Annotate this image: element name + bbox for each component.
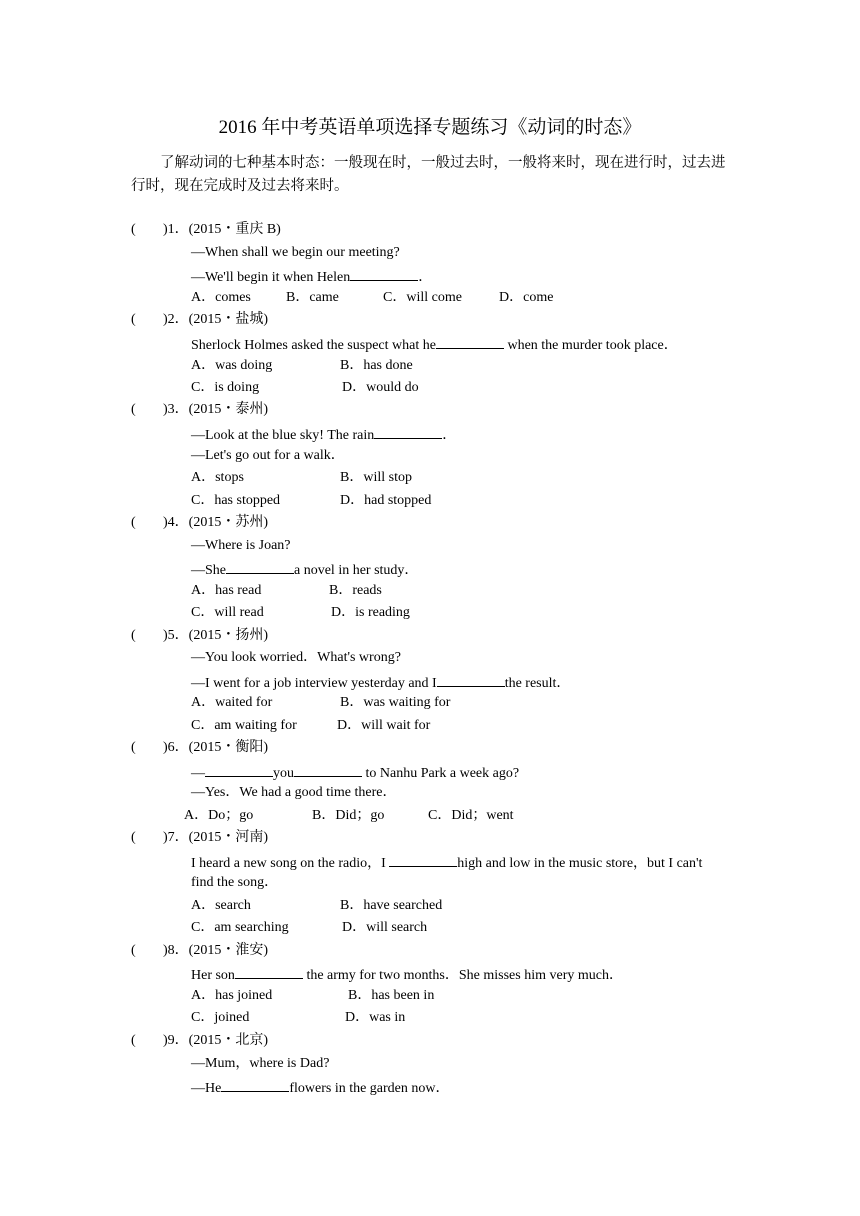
- answer-blank: [235, 963, 303, 979]
- answer-paren-open: (: [131, 740, 136, 755]
- option-b: B．has been in: [348, 988, 435, 1003]
- intro-paragraph: 了解动词的七种基本时态：一般现在时，一般过去时，一般将来时，现在进行时，过去进行时，现在完成时及过去将来时。: [131, 155, 726, 194]
- question-head: )6．(2015・衡阳): [163, 740, 268, 755]
- option-d: D．would do: [342, 380, 419, 395]
- option-d: D．had stopped: [340, 493, 432, 508]
- question-head: )8．(2015・淮安): [163, 943, 268, 958]
- answer-blank: [437, 671, 505, 687]
- answer-paren-open: (: [131, 830, 136, 845]
- option-c: C．Did；went: [428, 808, 514, 823]
- question-head: )5．(2015・扬州): [163, 628, 268, 643]
- option-d: D．come: [499, 290, 554, 305]
- option-c: C．am waiting for: [191, 718, 297, 733]
- option-d: D．was in: [345, 1010, 406, 1025]
- question-line: find the song．: [191, 875, 279, 890]
- question-head: )2．(2015・盐城): [163, 312, 268, 327]
- question-line: —When shall we begin our meeting?: [191, 245, 400, 260]
- option-a: A．waited for: [191, 695, 273, 710]
- option-a: A．has joined: [191, 988, 273, 1003]
- page-title: 2016 年中考英语单项选择专题练习《动词的时态》: [218, 117, 642, 138]
- question-line: —He flowers in the garden now．: [191, 1076, 450, 1096]
- option-b: B．came: [286, 290, 339, 305]
- option-d: D．will wait for: [337, 718, 431, 733]
- question-line: —Look at the blue sky! The rain ．: [191, 423, 456, 443]
- answer-blank: [436, 333, 504, 349]
- question-line: —I went for a job interview yesterday and I the result．: [191, 671, 570, 691]
- option-a: A．stops: [191, 470, 244, 485]
- question-line: — you to Nanhu Park a week ago?: [191, 761, 519, 781]
- option-b: B．Did；go: [312, 808, 385, 823]
- option-c: C．has stopped: [191, 493, 281, 508]
- answer-paren-open: (: [131, 222, 136, 237]
- option-a: A．comes: [191, 290, 251, 305]
- question-line: —She a novel in her study．: [191, 558, 418, 578]
- question-head: )9．(2015・北京): [163, 1033, 268, 1048]
- option-d: D．will search: [342, 920, 428, 935]
- option-b: B．will stop: [340, 470, 412, 485]
- question-line: —Where is Joan?: [191, 538, 291, 553]
- option-b: B．reads: [329, 583, 382, 598]
- option-a: A．has read: [191, 583, 262, 598]
- question-line: I heard a new song on the radio，I high and low in the music store，but I can't: [191, 851, 702, 871]
- option-b: B．was waiting for: [340, 695, 451, 710]
- answer-paren-open: (: [131, 402, 136, 417]
- question-line: —Let's go out for a walk．: [191, 448, 345, 463]
- option-c: C．will read: [191, 605, 264, 620]
- answer-paren-open: (: [131, 312, 136, 327]
- option-a: A．was doing: [191, 358, 273, 373]
- option-c: C．am searching: [191, 920, 289, 935]
- question-head: )7．(2015・河南): [163, 830, 268, 845]
- answer-blank: [205, 761, 273, 777]
- option-a: A．Do；go: [184, 808, 254, 823]
- answer-blank: [221, 1076, 289, 1092]
- question-line: Her son the army for two months．She misses him very much．: [191, 963, 623, 983]
- option-c: C．joined: [191, 1010, 250, 1025]
- question-line: —We'll begin it when Helen ．: [191, 265, 432, 285]
- answer-blank: [226, 558, 294, 574]
- option-b: B．has done: [340, 358, 413, 373]
- answer-blank: [389, 851, 457, 867]
- question-head: )4．(2015・苏州): [163, 515, 268, 530]
- question-head: )3．(2015・泰州): [163, 402, 268, 417]
- option-c: C．is doing: [191, 380, 260, 395]
- question-line: —You look worried．What's wrong?: [191, 650, 401, 665]
- answer-paren-open: (: [131, 1033, 136, 1048]
- question-line: —Yes．We had a good time there．: [191, 785, 397, 800]
- answer-blank: [374, 423, 442, 439]
- option-d: D．is reading: [331, 605, 410, 620]
- question-head: )1．(2015・重庆 B): [163, 222, 281, 237]
- question-line: —Mum，where is Dad?: [191, 1056, 330, 1071]
- answer-blank: [350, 265, 418, 281]
- answer-paren-open: (: [131, 943, 136, 958]
- option-b: B．have searched: [340, 898, 443, 913]
- option-a: A．search: [191, 898, 251, 913]
- option-c: C．will come: [383, 290, 462, 305]
- answer-paren-open: (: [131, 515, 136, 530]
- answer-paren-open: (: [131, 628, 136, 643]
- question-line: Sherlock Holmes asked the suspect what he when the murder took place．: [191, 333, 678, 353]
- answer-blank: [294, 761, 362, 777]
